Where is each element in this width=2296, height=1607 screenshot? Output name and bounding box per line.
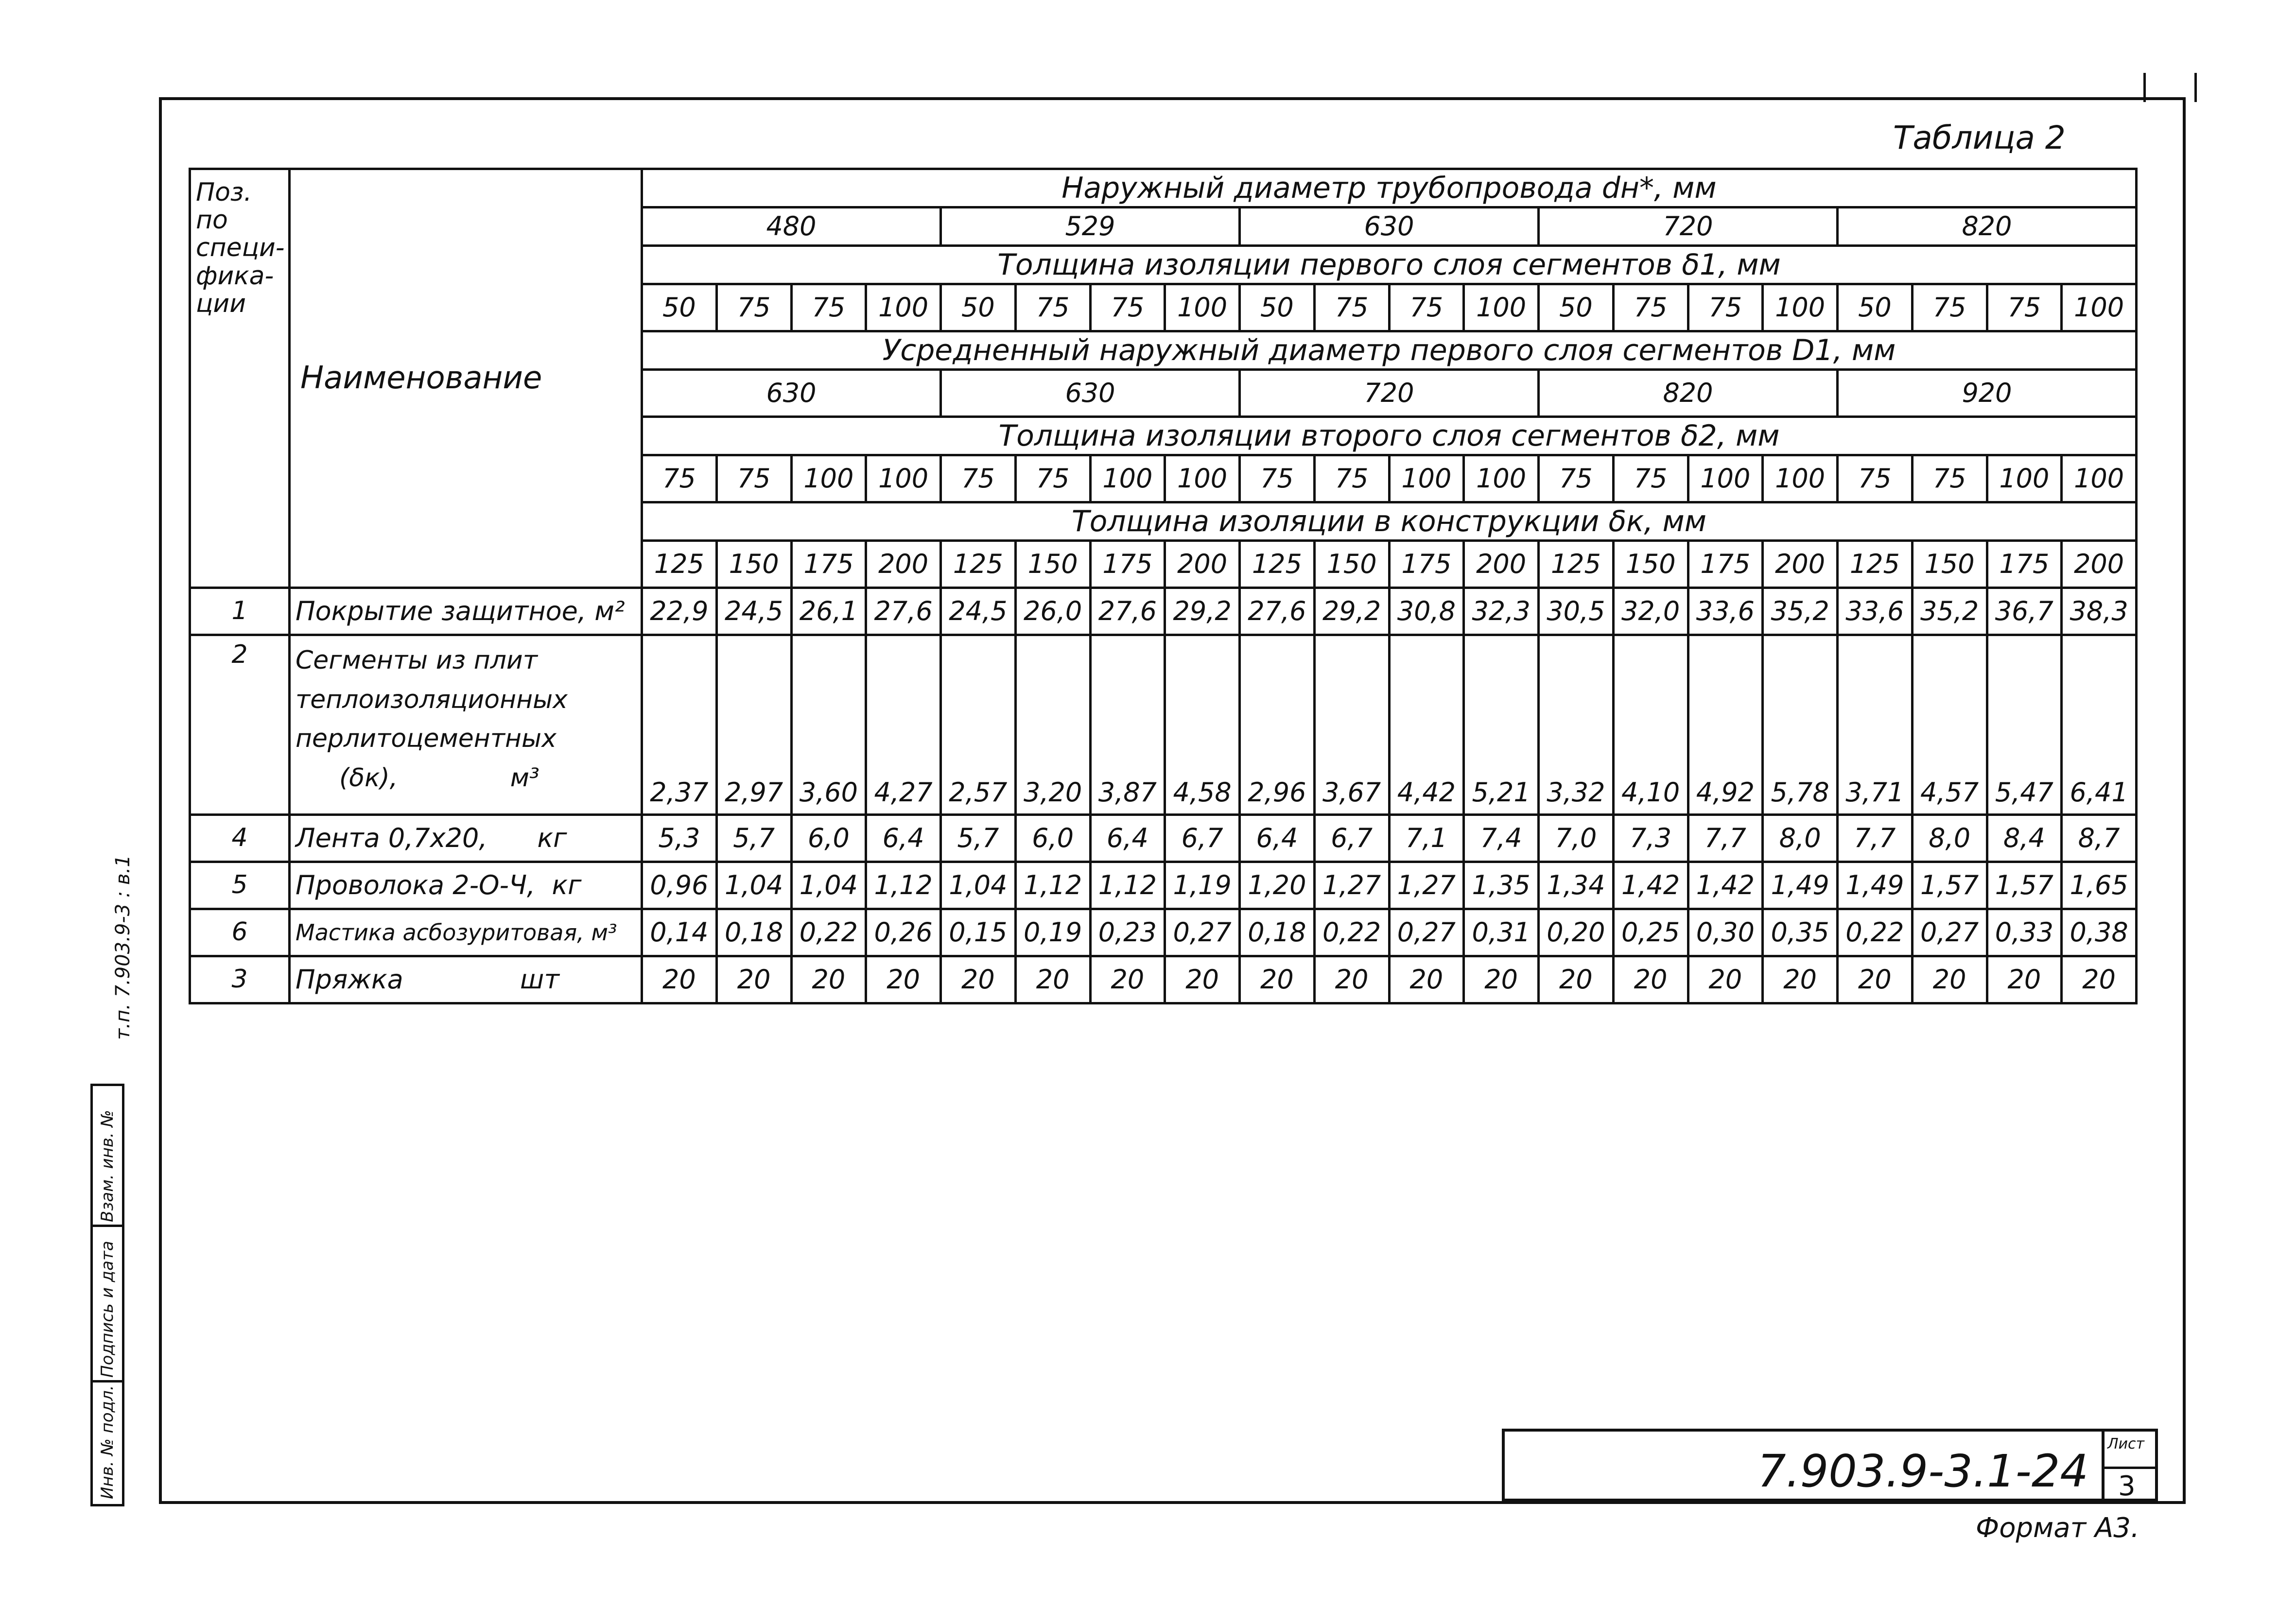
first-layer-value: 50 [941,284,1016,331]
first-layer-title: Толщина изоляции первого слоя сегментов δ1, мм [642,246,2137,284]
total-thickness-value: 125 [1539,541,1614,588]
total-thickness-value: 200 [1763,541,1838,588]
row-value: 8,0 [1912,815,1987,862]
row-value: 7,1 [1389,815,1464,862]
row-value: 1,49 [1763,862,1838,909]
row-value: 2,96 [1240,635,1315,815]
row-value: 0,15 [941,909,1016,956]
sheet-number: 3 [2118,1470,2136,1502]
header-row-outer-title [190,169,2137,207]
row-value: 1,65 [2062,862,2137,909]
outer-diameter: 720 [1539,207,1838,246]
row-value: 1,19 [1165,862,1240,909]
table-row [190,909,2137,956]
row-value: 5,7 [716,815,791,862]
side-stamp-strip [90,1084,124,1506]
second-layer-value: 75 [1838,455,1913,502]
row-value: 29,2 [1165,588,1240,635]
row-value: 20 [866,956,941,1003]
row-value: 1,27 [1389,862,1464,909]
first-layer-value: 75 [1688,284,1763,331]
spec-table [189,168,2138,1004]
row-value: 35,2 [1912,588,1987,635]
table-caption: Таблица 2 [1893,119,2066,156]
table-row [190,862,2137,909]
side-cell-inv [93,1382,122,1504]
row-value: 1,04 [791,862,866,909]
row-value: 20 [1838,956,1913,1003]
row-value: 20 [1763,956,1838,1003]
row-value: 1,12 [1015,862,1090,909]
row-value: 24,5 [941,588,1016,635]
row-value: 3,87 [1090,635,1165,815]
name-header: Наименование [290,169,642,588]
row-value: 7,3 [1613,815,1688,862]
row-value: 1,04 [716,862,791,909]
row-value: 35,2 [1763,588,1838,635]
row-value: 0,30 [1688,909,1763,956]
total-thickness-title: Толщина изоляции в конструкции δк, мм [642,502,2137,541]
row-value: 2,57 [941,635,1016,815]
side-label-inv: Инв. № подл. [98,1385,117,1499]
first-layer-value: 75 [1389,284,1464,331]
first-layer-value: 100 [1763,284,1838,331]
row-value: 20 [1464,956,1539,1003]
total-thickness-value: 175 [791,541,866,588]
second-layer-value: 100 [791,455,866,502]
avg-diameter: 630 [941,370,1240,417]
second-layer-value: 100 [1987,455,2062,502]
second-layer-value: 100 [1688,455,1763,502]
first-layer-value: 75 [1987,284,2062,331]
second-layer-value: 100 [2062,455,2137,502]
row-value: 20 [2062,956,2137,1003]
row-value: 0,18 [1240,909,1315,956]
row-value: 30,5 [1539,588,1614,635]
total-thickness-value: 125 [642,541,717,588]
row-value: 4,10 [1613,635,1688,815]
total-thickness-value: 200 [1464,541,1539,588]
second-layer-value: 75 [1539,455,1614,502]
row-name: Покрытие защитное, м² [290,588,642,635]
row-value: 20 [1688,956,1763,1003]
row-name-line: теплоизоляционных [296,685,568,714]
row-value: 4,42 [1389,635,1464,815]
first-layer-value: 100 [1165,284,1240,331]
row-value: 4,27 [866,635,941,815]
first-layer-value: 100 [866,284,941,331]
first-layer-value: 75 [1090,284,1165,331]
total-thickness-value: 150 [716,541,791,588]
first-layer-value: 50 [1539,284,1614,331]
row-value: 0,22 [1314,909,1389,956]
second-layer-value: 75 [941,455,1016,502]
first-layer-value: 100 [1464,284,1539,331]
row-value: 5,21 [1464,635,1539,815]
side-code: т.п. 7.903.9-3 : в.1 [112,855,134,1040]
row-value: 6,0 [791,815,866,862]
row-value: 32,0 [1613,588,1688,635]
row-value: 3,32 [1539,635,1614,815]
first-layer-value: 75 [1912,284,1987,331]
first-layer-value: 75 [1314,284,1389,331]
pos-header: Поз. по специ- фика- ции [190,169,290,588]
second-layer-value: 75 [1314,455,1389,502]
first-layer-value: 75 [791,284,866,331]
side-label-replace: Взам. инв. № [98,1110,117,1222]
table-row [190,956,2137,1003]
row-value: 8,4 [1987,815,2062,862]
row-value: 20 [1539,956,1614,1003]
table-row [190,635,2137,815]
row-name: Мастика асбозуритовая, м³ [290,909,642,956]
row-value: 27,6 [1240,588,1315,635]
sheet-box [2102,1432,2155,1502]
row-value: 0,26 [866,909,941,956]
row-value: 20 [791,956,866,1003]
row-value: 6,7 [1314,815,1389,862]
row-value: 1,57 [1912,862,1987,909]
first-layer-value: 75 [1015,284,1090,331]
row-value: 8,7 [2062,815,2137,862]
avg-diameter: 720 [1240,370,1539,417]
row-value: 0,23 [1090,909,1165,956]
row-value: 1,42 [1688,862,1763,909]
outer-diameter: 480 [642,207,941,246]
row-value: 8,0 [1763,815,1838,862]
row-value: 20 [1987,956,2062,1003]
row-value: 20 [1015,956,1090,1003]
row-value: 24,5 [716,588,791,635]
row-pos: 1 [190,588,290,635]
second-layer-value: 100 [1389,455,1464,502]
row-value: 0,19 [1015,909,1090,956]
row-value: 0,31 [1464,909,1539,956]
first-layer-value: 75 [716,284,791,331]
row-value: 0,22 [791,909,866,956]
row-value: 20 [1912,956,1987,1003]
row-value: 5,78 [1763,635,1838,815]
row-value: 20 [1314,956,1389,1003]
second-layer-value: 75 [1912,455,1987,502]
row-value: 20 [1240,956,1315,1003]
row-value: 33,6 [1838,588,1913,635]
row-name: Лента 0,7х20, кг [290,815,642,862]
avg-diameter: 920 [1838,370,2137,417]
row-value: 0,22 [1838,909,1913,956]
row-value: 0,35 [1763,909,1838,956]
row-value: 1,57 [1987,862,2062,909]
row-value: 26,0 [1015,588,1090,635]
row-value: 20 [1165,956,1240,1003]
document-code: 7.903.9-3.1-24 [1757,1445,2088,1497]
total-thickness-value: 175 [1987,541,2062,588]
row-value: 22,9 [642,588,717,635]
row-value: 20 [642,956,717,1003]
second-layer-value: 75 [1240,455,1315,502]
format-label: Формат А3. [1976,1512,2139,1544]
row-value: 38,3 [2062,588,2137,635]
row-value: 0,38 [2062,909,2137,956]
first-layer-value: 50 [642,284,717,331]
row-value: 30,8 [1389,588,1464,635]
row-value: 1,35 [1464,862,1539,909]
row-value: 1,12 [866,862,941,909]
row-value: 26,1 [791,588,866,635]
row-value: 0,33 [1987,909,2062,956]
total-thickness-value: 150 [1613,541,1688,588]
row-value: 0,18 [716,909,791,956]
total-thickness-value: 175 [1389,541,1464,588]
table-row [190,588,2137,635]
total-thickness-value: 125 [1240,541,1315,588]
side-cell-signature [93,1227,122,1382]
row-value: 6,0 [1015,815,1090,862]
row-value: 20 [1389,956,1464,1003]
row-value: 1,04 [941,862,1016,909]
row-value: 2,37 [642,635,717,815]
total-thickness-value: 200 [1165,541,1240,588]
row-value: 3,67 [1314,635,1389,815]
row-value: 36,7 [1987,588,2062,635]
total-thickness-value: 200 [866,541,941,588]
side-label-signature: Подпись и дата [98,1241,117,1378]
first-layer-value: 50 [1838,284,1913,331]
row-value: 0,96 [642,862,717,909]
row-value: 0,14 [642,909,717,956]
row-pos: 5 [190,862,290,909]
row-value: 3,20 [1015,635,1090,815]
row-value: 33,6 [1688,588,1763,635]
row-value: 1,49 [1838,862,1913,909]
row-value: 0,25 [1613,909,1688,956]
row-name-line: Сегменты из плит [296,646,538,675]
second-layer-value: 100 [1090,455,1165,502]
row-value: 4,92 [1688,635,1763,815]
row-value: 1,12 [1090,862,1165,909]
total-thickness-value: 175 [1090,541,1165,588]
sheet-label: Лист [2107,1435,2145,1452]
second-layer-value: 75 [1015,455,1090,502]
row-value: 1,34 [1539,862,1614,909]
second-layer-value: 100 [1464,455,1539,502]
row-value: 6,41 [2062,635,2137,815]
outer-diameter: 529 [941,207,1240,246]
row-name: Проволока 2-О-Ч, кг [290,862,642,909]
row-name [290,635,642,815]
outer-diameter: 820 [1838,207,2137,246]
outer-diameter: 630 [1240,207,1539,246]
row-value: 0,20 [1539,909,1614,956]
row-pos: 4 [190,815,290,862]
row-value: 6,7 [1165,815,1240,862]
row-name: Пряжка шт [290,956,642,1003]
total-thickness-value: 150 [1015,541,1090,588]
row-value: 3,71 [1838,635,1913,815]
row-value: 20 [1090,956,1165,1003]
row-value: 4,57 [1912,635,1987,815]
row-value: 7,4 [1464,815,1539,862]
row-pos: 6 [190,909,290,956]
second-layer-value: 75 [1613,455,1688,502]
row-value: 1,27 [1314,862,1389,909]
row-pos: 2 [190,635,290,815]
row-value: 6,4 [866,815,941,862]
row-name-line: (δк), м³ [339,763,539,793]
row-value: 20 [941,956,1016,1003]
row-value: 27,6 [1090,588,1165,635]
row-value: 3,60 [791,635,866,815]
row-pos: 3 [190,956,290,1003]
row-value: 2,97 [716,635,791,815]
total-thickness-value: 125 [1838,541,1913,588]
avg-diameter-title: Усредненный наружный диаметр первого слоя сегментов D1, мм [642,331,2137,370]
avg-diameter: 630 [642,370,941,417]
row-value: 6,4 [1240,815,1315,862]
row-value: 20 [716,956,791,1003]
avg-diameter: 820 [1539,370,1838,417]
total-thickness-value: 125 [941,541,1016,588]
row-value: 0,27 [1165,909,1240,956]
row-value: 7,0 [1539,815,1614,862]
row-value: 32,3 [1464,588,1539,635]
row-value: 7,7 [1838,815,1913,862]
first-layer-value: 100 [2062,284,2137,331]
row-value: 5,3 [642,815,717,862]
second-layer-value: 100 [1165,455,1240,502]
row-value: 27,6 [866,588,941,635]
table-row [190,815,2137,862]
row-value: 5,47 [1987,635,2062,815]
row-value: 6,4 [1090,815,1165,862]
first-layer-value: 75 [1613,284,1688,331]
row-value: 0,27 [1912,909,1987,956]
sheet-divider [2105,1467,2155,1469]
second-layer-value: 100 [866,455,941,502]
second-layer-value: 75 [716,455,791,502]
total-thickness-value: 175 [1688,541,1763,588]
row-value: 1,42 [1613,862,1688,909]
total-thickness-value: 150 [1314,541,1389,588]
row-value: 5,7 [941,815,1016,862]
row-value: 0,27 [1389,909,1464,956]
outer-diameter-title: Наружный диаметр трубопровода dн*, мм [642,169,2137,207]
second-layer-value: 75 [642,455,717,502]
row-value: 1,20 [1240,862,1315,909]
row-value: 4,58 [1165,635,1240,815]
second-layer-value: 100 [1763,455,1838,502]
side-cell-replace [93,1086,122,1227]
row-value: 7,7 [1688,815,1763,862]
title-block [1502,1429,2158,1502]
total-thickness-value: 200 [2062,541,2137,588]
row-name-line: перлитоцементных [296,724,557,754]
row-value: 29,2 [1314,588,1389,635]
row-value: 20 [1613,956,1688,1003]
second-layer-title: Толщина изоляции второго слоя сегментов δ2, мм [642,417,2137,455]
first-layer-value: 50 [1240,284,1315,331]
total-thickness-value: 150 [1912,541,1987,588]
